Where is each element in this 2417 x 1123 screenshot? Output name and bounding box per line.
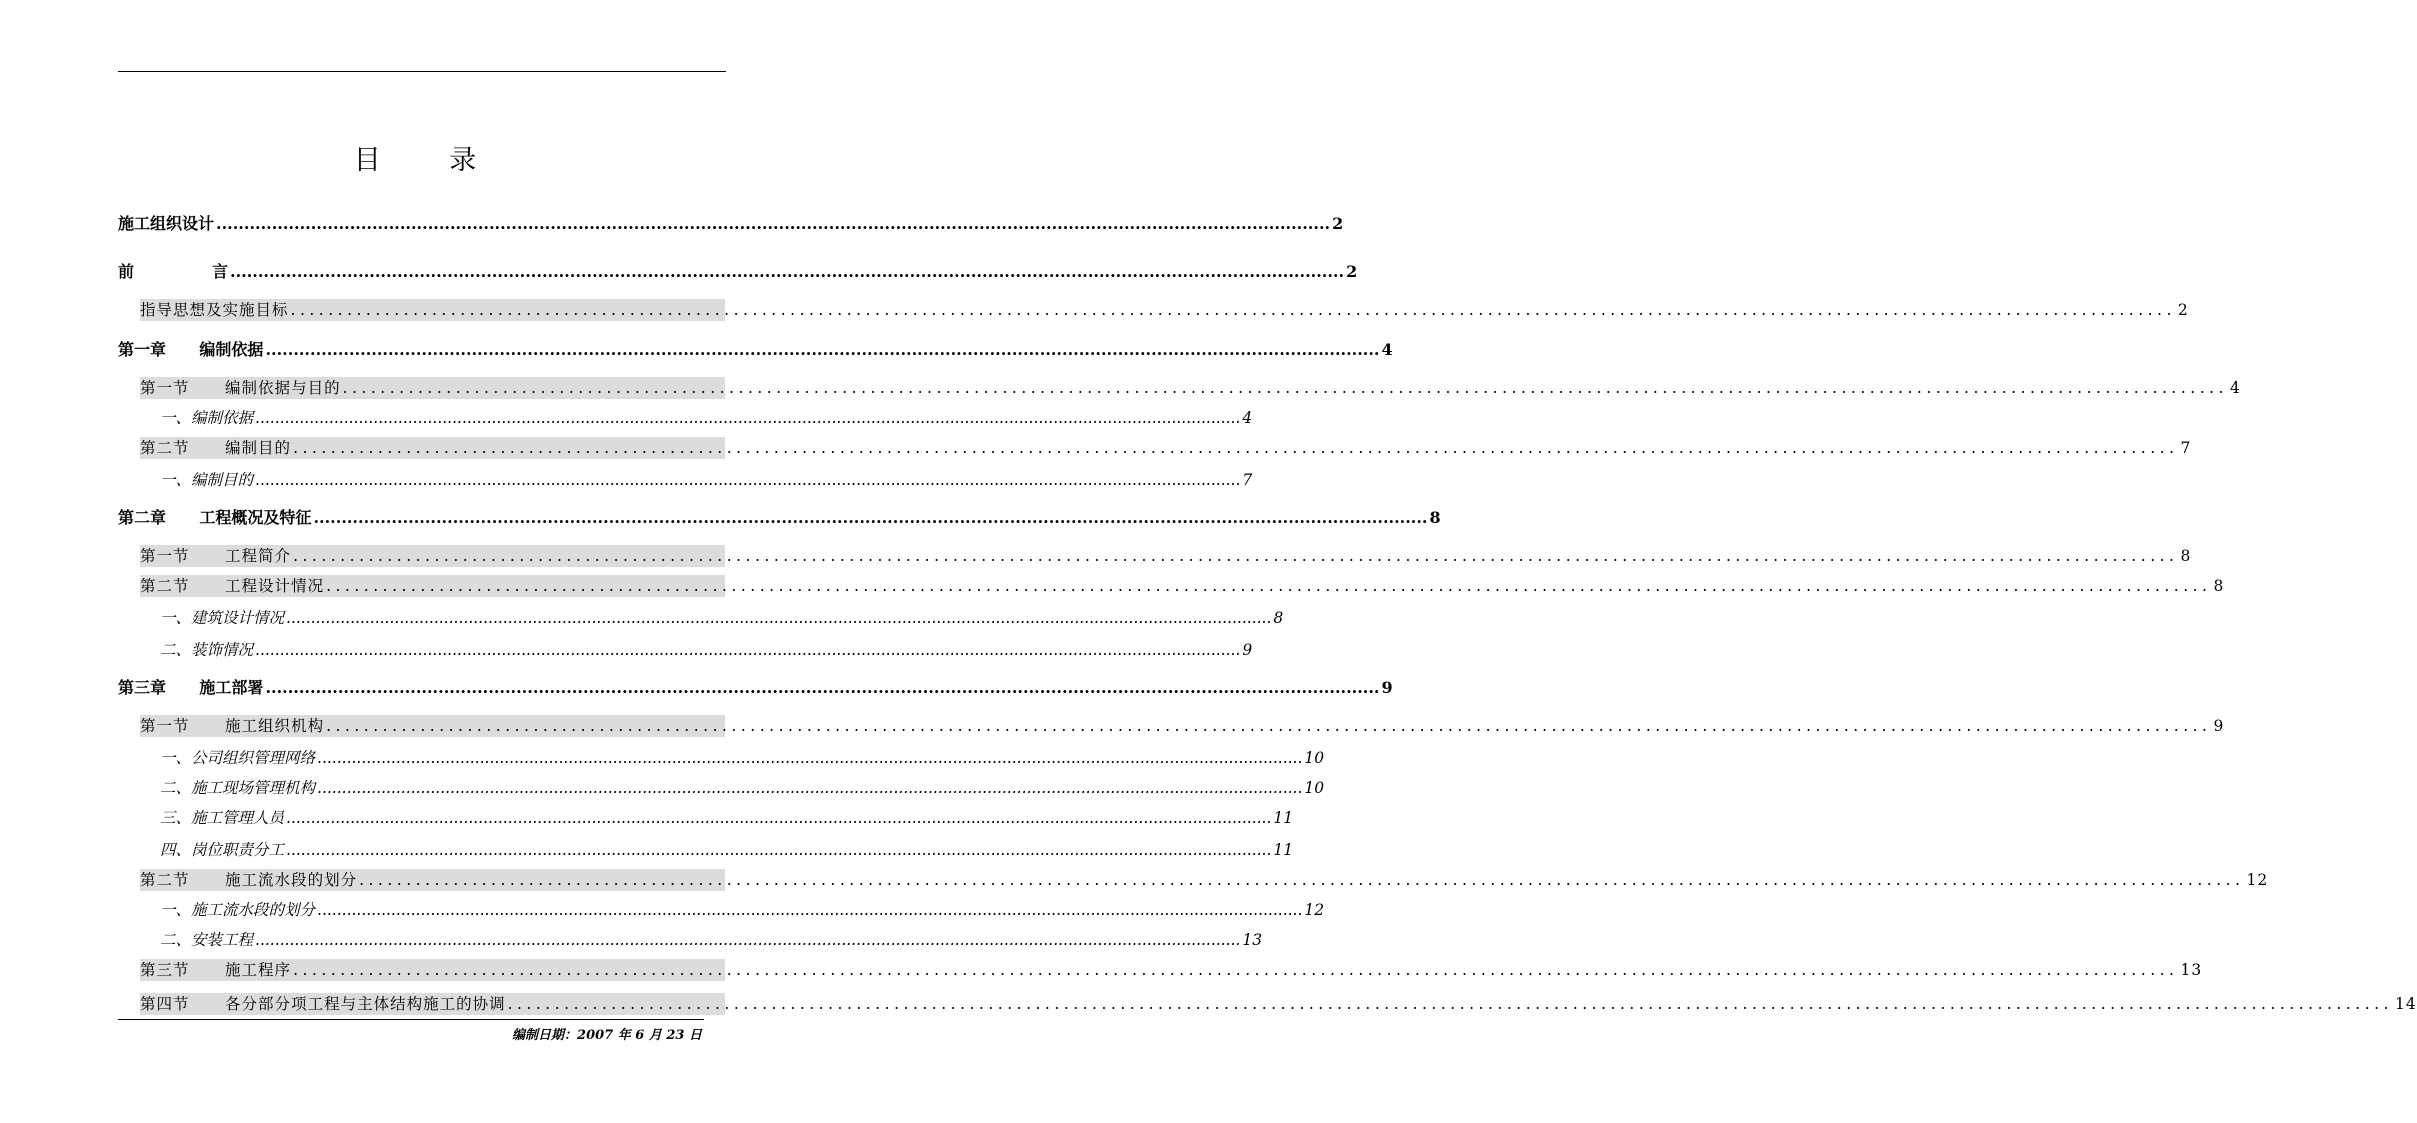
toc-entry[interactable] <box>118 213 1344 235</box>
header-rule <box>118 71 726 72</box>
toc-entry[interactable] <box>140 545 2192 567</box>
toc-entry[interactable] <box>118 507 1441 529</box>
toc-leader-dots: ........................................................................................................................................................................................................ <box>317 779 1303 797</box>
footer-rule <box>118 1019 704 1020</box>
toc-entry-label: 第四节 各分部分项工程与主体结构施工的协调 <box>140 995 506 1013</box>
toc-leader-dots: ........................................................................................................................................................................................................ <box>326 577 2212 595</box>
toc-entry-page: 4 <box>1242 409 1253 427</box>
toc-entry-page: 13 <box>2180 961 2203 979</box>
toc-leader-dots: ........................................................................................................................................................................................................ <box>342 379 2228 397</box>
toc-leader-dots: ........................................................................................................................................................................................................ <box>255 471 1241 489</box>
toc-entry-label: 二、施工现场管理机构 <box>160 779 316 797</box>
toc-entry[interactable] <box>160 777 1325 799</box>
toc-leader-dots: ........................................................................................................................................................................................................ <box>216 214 1331 233</box>
toc-leader-dots: ........................................................................................................................................................................................................ <box>265 340 1380 359</box>
toc-entry[interactable] <box>140 993 2417 1015</box>
toc-leader-dots: ........................................................................................................................................................................................................ <box>286 609 1272 627</box>
toc-entry-label: 第一节 编制依据与目的 <box>140 379 341 397</box>
toc-entry-page: 8 <box>2213 577 2225 595</box>
toc-entry-label: 前 言 <box>118 262 228 281</box>
toc-entry[interactable] <box>140 377 2241 399</box>
toc-leader-dots: ........................................................................................................................................................................................................ <box>317 901 1303 919</box>
toc-leader-dots: ........................................................................................................................................................................................................ <box>293 547 2179 565</box>
toc-entry-label: 施工组织设计 <box>118 214 215 233</box>
toc-entry[interactable] <box>160 929 1263 951</box>
toc-entry-page: 8 <box>2180 547 2192 565</box>
toc-entry[interactable] <box>160 807 1294 829</box>
toc-entry-page: 10 <box>1304 749 1325 767</box>
toc-leader-dots: ........................................................................................................................................................................................................ <box>255 931 1241 949</box>
toc-leader-dots: ........................................................................................................................................................................................................ <box>313 508 1428 527</box>
toc-entry-page: 12 <box>1304 901 1325 919</box>
toc-entry-page: 12 <box>2246 871 2269 889</box>
toc-entry-page: 2 <box>1332 214 1344 233</box>
toc-entry-label: 一、施工流水段的划分 <box>160 901 316 919</box>
toc-entry[interactable] <box>118 339 1393 361</box>
toc-entry-label: 第三节 施工程序 <box>140 961 292 979</box>
toc-entry[interactable] <box>160 407 1253 429</box>
toc-title: 目 录 <box>353 145 507 176</box>
toc-entry-label: 一、编制依据 <box>160 409 254 427</box>
toc-entry[interactable] <box>160 747 1325 769</box>
toc-entry[interactable] <box>140 715 2225 737</box>
toc-leader-dots: ........................................................................................................................................................................................................ <box>255 409 1241 427</box>
toc-entry-label: 指导思想及实施目标 <box>140 301 289 319</box>
toc-entry-label: 第一节 工程简介 <box>140 547 292 565</box>
toc-leader-dots: ........................................................................................................................................................................................................ <box>326 717 2212 735</box>
toc-entry[interactable] <box>140 437 2192 459</box>
toc-entry-page: 2 <box>2177 301 2189 319</box>
toc-entry-page: 8 <box>1273 609 1284 627</box>
toc-entry-page: 11 <box>1273 809 1294 827</box>
toc-entry-label: 二、装饰情况 <box>160 641 254 659</box>
toc-entry[interactable] <box>160 469 1253 491</box>
toc-leader-dots: ........................................................................................................................................................................................................ <box>317 749 1303 767</box>
toc-entry-page: 4 <box>1381 340 1393 359</box>
compile-date: 编制日期：2007 年 6 月 23 日 <box>512 1028 702 1043</box>
toc-entry-page: 2 <box>1346 262 1358 281</box>
toc-entry[interactable] <box>160 839 1294 861</box>
toc-entry-page: 9 <box>1242 641 1253 659</box>
toc-leader-dots: ........................................................................................................................................................................................................ <box>230 262 1345 281</box>
toc-entry-page: 9 <box>1381 678 1393 697</box>
toc-entry-label: 一、建筑设计情况 <box>160 609 285 627</box>
toc-entry-page: 9 <box>2213 717 2225 735</box>
toc-entry[interactable] <box>160 639 1253 661</box>
toc-entry-page: 7 <box>1242 471 1253 489</box>
toc-entry-label: 二、安装工程 <box>160 931 254 949</box>
toc-entry[interactable] <box>160 899 1325 921</box>
toc-entry-label: 第二章 工程概况及特征 <box>118 508 312 527</box>
toc-entry[interactable] <box>118 261 1358 283</box>
toc-entry[interactable] <box>118 677 1393 699</box>
toc-entry-page: 13 <box>1242 931 1263 949</box>
toc-entry[interactable] <box>140 959 2203 981</box>
toc-entry-label: 第三章 施工部署 <box>118 678 264 697</box>
toc-entry-label: 第一章 编制依据 <box>118 340 264 359</box>
toc-entry[interactable] <box>160 607 1284 629</box>
toc-entry[interactable] <box>140 869 2269 891</box>
toc-entry-page: 8 <box>1429 508 1441 527</box>
toc-leader-dots: ........................................................................................................................................................................................................ <box>290 301 2176 319</box>
toc-entry-page: 11 <box>1273 841 1294 859</box>
toc-entry-page: 4 <box>2229 379 2241 397</box>
toc-leader-dots: ........................................................................................................................................................................................................ <box>286 841 1272 859</box>
toc-entry-label: 一、公司组织管理网络 <box>160 749 316 767</box>
toc-leader-dots: ........................................................................................................................................................................................................ <box>255 641 1241 659</box>
toc-entry-label: 第一节 施工组织机构 <box>140 717 325 735</box>
toc-leader-dots: ........................................................................................................................................................................................................ <box>359 871 2245 889</box>
toc-entry-page: 14 <box>2394 995 2417 1013</box>
toc-leader-dots: ........................................................................................................................................................................................................ <box>265 678 1380 697</box>
toc-entry-label: 四、岗位职责分工 <box>160 841 285 859</box>
toc-leader-dots: ........................................................................................................................................................................................................ <box>507 995 2393 1013</box>
toc-entry[interactable] <box>140 299 2189 321</box>
toc-leader-dots: ........................................................................................................................................................................................................ <box>286 809 1272 827</box>
toc-entry-label: 第二节 工程设计情况 <box>140 577 325 595</box>
toc-entry[interactable] <box>140 575 2225 597</box>
toc-leader-dots: ........................................................................................................................................................................................................ <box>293 439 2179 457</box>
toc-entry-label: 第二节 编制目的 <box>140 439 292 457</box>
toc-entry-page: 10 <box>1304 779 1325 797</box>
toc-entry-label: 第二节 施工流水段的划分 <box>140 871 358 889</box>
toc-entry-label: 三、施工管理人员 <box>160 809 285 827</box>
toc-entry-page: 7 <box>2180 439 2192 457</box>
toc-leader-dots: ........................................................................................................................................................................................................ <box>293 961 2179 979</box>
toc-entry-label: 一、编制目的 <box>160 471 254 489</box>
